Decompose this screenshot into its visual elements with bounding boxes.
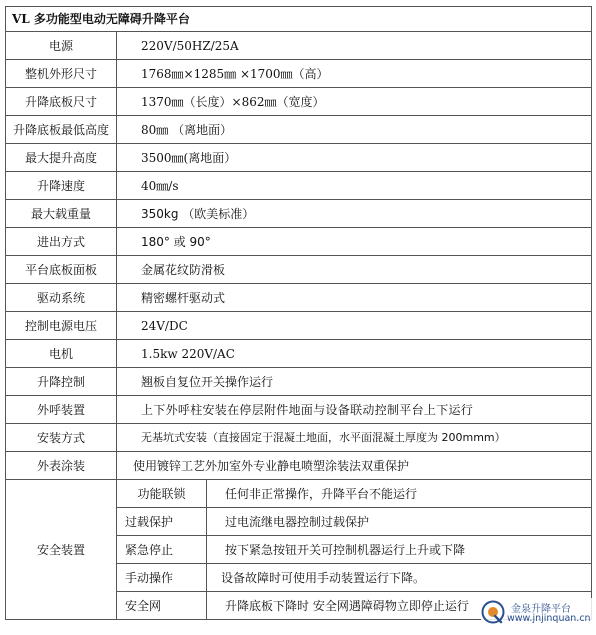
row-label: 升降速度 (6, 172, 117, 200)
row-label: 电源 (6, 32, 117, 60)
row-value: 350kg （欧美标准） (117, 200, 592, 228)
table-row (6, 32, 592, 60)
safety-item-desc: 任何非正常操作，升降平台不能运行 (207, 480, 592, 508)
table-row (6, 424, 592, 452)
table-row (6, 172, 592, 200)
table-row (6, 60, 592, 88)
row-label: 整机外形尺寸 (6, 60, 117, 88)
row-value: 3500㎜(离地面） (117, 144, 592, 172)
safety-item-desc: 升降底板下降时 安全网遇障碍物立即停止运行 (207, 592, 592, 620)
safety-item-desc: 按下紧急按钮开关可控制机器运行上升或下降 (207, 536, 592, 564)
table-row (6, 256, 592, 284)
safety-item-desc: 设备故障时可使用手动装置运行下降。 (207, 564, 592, 592)
row-value: 24V/DC (117, 312, 592, 340)
row-label: 最大载重量 (6, 200, 117, 228)
row-value: 220V/50HZ/25A (117, 32, 592, 60)
row-label: 外呼装置 (6, 396, 117, 424)
row-value: 80㎜ （离地面） (117, 116, 592, 144)
row-label: 升降底板最低高度 (6, 116, 117, 144)
row-value: 1370㎜（长度）×862㎜（宽度） (117, 88, 592, 116)
table-row (6, 368, 592, 396)
brand-logo-icon (481, 600, 505, 624)
row-label: 升降底板尺寸 (6, 88, 117, 116)
table-row (6, 200, 592, 228)
row-label: 外表涂装 (6, 452, 117, 480)
row-value: 40㎜/s (117, 172, 592, 200)
row-label: 最大提升高度 (6, 144, 117, 172)
row-value: 上下外呼柱安装在停层附件地面与设备联动控制平台上下运行 (117, 396, 592, 424)
row-label: 升降控制 (6, 368, 117, 396)
row-value: 精密螺杆驱动式 (117, 284, 592, 312)
table-row (6, 116, 592, 144)
safety-row (6, 480, 592, 508)
table-row (6, 284, 592, 312)
row-label: 平台底板面板 (6, 256, 117, 284)
safety-label: 安全装置 (6, 480, 117, 620)
watermark-url-text: www.jnjinquan.cn (507, 613, 591, 624)
table-row (6, 452, 592, 480)
safety-item-name: 过载保护 (117, 508, 207, 536)
watermark-brand-text: 金泉升降平台 (511, 604, 571, 615)
spec-table (5, 6, 592, 620)
safety-item-name: 紧急停止 (117, 536, 207, 564)
row-label: 驱动系统 (6, 284, 117, 312)
row-value: 1768㎜×1285㎜ ×1700㎜（高） (117, 60, 592, 88)
row-value: 180° 或 90° (117, 228, 592, 256)
row-value: 翘板自复位开关操作运行 (117, 368, 592, 396)
safety-item-name: 功能联锁 (117, 480, 207, 508)
row-value: 无基坑式安装（直接固定于混凝土地面，水平面混凝土厚度为 200mmm） (117, 424, 592, 452)
table-row (6, 88, 592, 116)
row-label: 电机 (6, 340, 117, 368)
table-row (6, 312, 592, 340)
safety-item-name: 手动操作 (117, 564, 207, 592)
table-row (6, 340, 592, 368)
watermark-logo (481, 598, 593, 628)
row-value: 1.5kw 220V/AC (117, 340, 592, 368)
row-value: 使用镀锌工艺外加室外专业静电喷塑涂装法双重保护 (117, 452, 592, 480)
row-value: 金属花纹防滑板 (117, 256, 592, 284)
safety-item-name: 安全网 (117, 592, 207, 620)
safety-item-desc: 过电流继电器控制过载保护 (207, 508, 592, 536)
row-label: 安装方式 (6, 424, 117, 452)
row-label: 进出方式 (6, 228, 117, 256)
table-title: VL 多功能型电动无障碍升降平台 (6, 7, 592, 32)
row-label: 控制电源电压 (6, 312, 117, 340)
table-row (6, 396, 592, 424)
table-row (6, 144, 592, 172)
table-row (6, 228, 592, 256)
